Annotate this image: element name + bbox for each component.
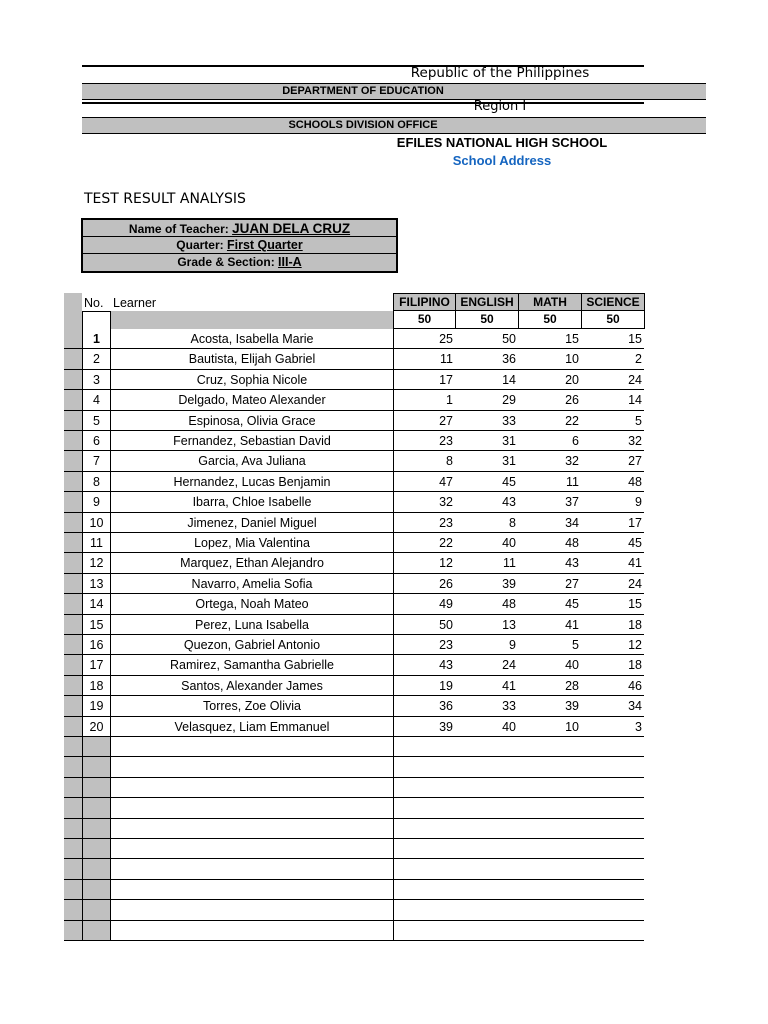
score-english: 43 [455,492,518,512]
learner-name: Ortega, Noah Mateo [110,594,393,614]
score-science: 15 [581,329,644,349]
score-science: 45 [581,533,644,553]
row-gutter [64,349,82,369]
subject-header-math: MATH [518,293,582,311]
row-number [82,900,110,920]
score-math: 37 [518,492,581,512]
score-filipino: 27 [393,411,455,431]
score-science: 18 [581,655,644,675]
learner-name [110,859,393,879]
score-math: 28 [518,676,581,696]
table-row [64,594,644,614]
score-science [581,819,644,839]
score-english: 33 [455,696,518,716]
row-number [82,737,110,757]
score-science: 5 [581,411,644,431]
table-row [64,451,644,471]
score-science: 15 [581,594,644,614]
score-english: 11 [455,553,518,573]
row-number: 19 [82,696,110,716]
score-math: 26 [518,390,581,410]
score-science: 48 [581,472,644,492]
score-filipino: 12 [393,553,455,573]
learner-name [110,900,393,920]
row-number [82,757,110,777]
row-gutter [64,513,82,533]
subject-total-science: 50 [581,311,645,329]
score-math [518,839,581,859]
table-row [64,696,644,716]
row-number: 7 [82,451,110,471]
empty-row [64,859,644,879]
row-number [82,880,110,900]
row-gutter [64,370,82,390]
score-science: 24 [581,574,644,594]
table-row [64,492,644,512]
learner-name: Torres, Zoe Olivia [110,696,393,716]
score-english: 41 [455,676,518,696]
score-science [581,880,644,900]
row-number [82,778,110,798]
score-english: 29 [455,390,518,410]
learner-header: Learner [113,296,157,310]
school-address: School Address [452,153,552,168]
learner-name: Quezon, Gabriel Antonio [110,635,393,655]
score-filipino: 23 [393,431,455,451]
teacher-row [83,220,396,237]
score-english: 24 [455,655,518,675]
table-row [64,431,644,451]
quarter-label: Quarter: [176,238,224,252]
score-filipino [393,798,455,818]
score-english: 48 [455,594,518,614]
score-science: 41 [581,553,644,573]
score-filipino: 17 [393,370,455,390]
score-filipino [393,819,455,839]
score-filipino: 8 [393,451,455,471]
score-filipino [393,839,455,859]
row-number: 14 [82,594,110,614]
score-filipino: 50 [393,615,455,635]
document-title: TEST RESULT ANALYSIS [84,191,246,207]
learner-name: Espinosa, Olivia Grace [110,411,393,431]
subject-header-science: SCIENCE [581,293,645,311]
score-english: 40 [455,533,518,553]
table-row [64,574,644,594]
row-gutter [64,492,82,512]
row-number: 5 [82,411,110,431]
score-math [518,737,581,757]
learner-name [110,880,393,900]
score-filipino: 49 [393,594,455,614]
score-science: 32 [581,431,644,451]
learner-name: Hernandez, Lucas Benjamin [110,472,393,492]
score-english [455,798,518,818]
score-filipino [393,900,455,920]
score-english: 9 [455,635,518,655]
empty-row [64,921,644,941]
row-gutter [64,859,82,879]
score-science: 18 [581,615,644,635]
row-number: 12 [82,553,110,573]
score-math: 10 [518,349,581,369]
row-number: 8 [82,472,110,492]
empty-row [64,880,644,900]
score-filipino: 43 [393,655,455,675]
learner-name [110,819,393,839]
learner-name: Marquez, Ethan Alejandro [110,553,393,573]
division-text: SCHOOLS DIVISION OFFICE [288,119,438,131]
row-number: 9 [82,492,110,512]
row-gutter [64,594,82,614]
learner-name: Velasquez, Liam Emmanuel [110,717,393,737]
score-english: 33 [455,411,518,431]
table-row [64,553,644,573]
score-english [455,859,518,879]
score-filipino [393,921,455,941]
score-science: 2 [581,349,644,369]
row-number: 4 [82,390,110,410]
row-gutter [64,757,82,777]
row-gutter [64,574,82,594]
row-gutter [64,329,82,349]
learner-name: Jimenez, Daniel Miguel [110,513,393,533]
row-number [82,859,110,879]
score-english: 31 [455,451,518,471]
score-science [581,798,644,818]
score-english: 8 [455,513,518,533]
row-gutter [64,311,82,329]
row-gutter [64,655,82,675]
score-science [581,737,644,757]
row-gutter [64,635,82,655]
learner-name: Lopez, Mia Valentina [110,533,393,553]
score-math: 34 [518,513,581,533]
score-science [581,839,644,859]
row-gutter [64,717,82,737]
row-number: 1 [82,329,110,349]
score-science [581,757,644,777]
score-english [455,757,518,777]
row-gutter [64,819,82,839]
score-science [581,900,644,920]
score-english: 40 [455,717,518,737]
table-row [64,411,644,431]
subject-header-english: ENGLISH [455,293,519,311]
empty-row [64,819,644,839]
learner-name [110,757,393,777]
score-science: 46 [581,676,644,696]
score-filipino: 25 [393,329,455,349]
table-row [64,717,644,737]
score-math: 5 [518,635,581,655]
empty-row [64,798,644,818]
table-row [64,533,644,553]
section-value: III-A [278,255,302,269]
learner-name: Ramirez, Samantha Gabrielle [110,655,393,675]
score-math [518,921,581,941]
row-gutter [64,431,82,451]
quarter-row [83,237,396,254]
table-row [64,655,644,675]
score-english [455,778,518,798]
score-filipino [393,880,455,900]
score-math [518,757,581,777]
row-number: 20 [82,717,110,737]
section-label: Grade & Section: [177,255,275,269]
subject-header-filipino: FILIPINO [393,293,456,311]
row-number [82,819,110,839]
learner-name [110,737,393,757]
learner-name [110,778,393,798]
score-english [455,900,518,920]
learner-name: Garcia, Ava Juliana [110,451,393,471]
score-filipino: 39 [393,717,455,737]
learner-name: Fernandez, Sebastian David [110,431,393,451]
learner-name [110,839,393,859]
score-science [581,859,644,879]
empty-row [64,757,644,777]
row-gutter [64,798,82,818]
teacher-label: Name of Teacher: [128,222,229,236]
learner-name: Perez, Luna Isabella [110,615,393,635]
score-filipino [393,859,455,879]
score-filipino: 23 [393,635,455,655]
row-gutter [64,921,82,941]
learner-name [110,798,393,818]
score-math [518,859,581,879]
score-science [581,921,644,941]
quarter-value: First Quarter [226,238,303,252]
score-math [518,778,581,798]
row-gutter [64,472,82,492]
row-gutter [64,737,82,757]
score-english [455,921,518,941]
learner-name: Acosta, Isabella Marie [110,329,393,349]
table-row [64,513,644,533]
empty-row [64,900,644,920]
score-english: 36 [455,349,518,369]
score-math: 15 [518,329,581,349]
row-number: 18 [82,676,110,696]
score-english: 50 [455,329,518,349]
row-number [82,798,110,818]
score-math: 22 [518,411,581,431]
learner-subheader-bar [110,311,393,329]
score-science: 24 [581,370,644,390]
table-row [64,349,644,369]
department-text: DEPARTMENT OF EDUCATION [282,85,444,97]
score-math: 40 [518,655,581,675]
row-number: 16 [82,635,110,655]
row-gutter [64,778,82,798]
teacher-name: JUAN DELA CRUZ [232,221,351,236]
row-number [82,921,110,941]
row-number: 17 [82,655,110,675]
score-math: 39 [518,696,581,716]
row-number: 10 [82,513,110,533]
school-name: EFILES NATIONAL HIGH SCHOOL [396,135,608,150]
table-row [64,390,644,410]
score-filipino [393,778,455,798]
row-number: 3 [82,370,110,390]
score-math [518,900,581,920]
score-english [455,737,518,757]
subject-total-filipino: 50 [393,311,456,329]
score-math [518,798,581,818]
row-gutter [64,553,82,573]
learner-name: Santos, Alexander James [110,676,393,696]
row-number: 15 [82,615,110,635]
row-gutter [64,900,82,920]
row-number: 13 [82,574,110,594]
score-math: 48 [518,533,581,553]
score-english: 13 [455,615,518,635]
score-filipino: 19 [393,676,455,696]
score-filipino: 36 [393,696,455,716]
score-filipino [393,757,455,777]
row-number: 2 [82,349,110,369]
score-filipino: 1 [393,390,455,410]
score-science: 17 [581,513,644,533]
score-english [455,819,518,839]
learner-name: Cruz, Sophia Nicole [110,370,393,390]
table-row [64,635,644,655]
score-filipino: 26 [393,574,455,594]
table-row [64,676,644,696]
score-math: 6 [518,431,581,451]
subject-total-math: 50 [518,311,582,329]
score-math: 41 [518,615,581,635]
row-number [82,839,110,859]
subject-total-english: 50 [455,311,519,329]
score-math: 32 [518,451,581,471]
score-math: 45 [518,594,581,614]
score-english [455,839,518,859]
row-gutter [64,676,82,696]
no-subheader-cell [82,311,110,329]
score-science: 12 [581,635,644,655]
score-math: 27 [518,574,581,594]
score-science [581,778,644,798]
row-gutter [64,880,82,900]
score-english: 39 [455,574,518,594]
score-english: 31 [455,431,518,451]
score-filipino: 11 [393,349,455,369]
score-math: 11 [518,472,581,492]
score-math [518,819,581,839]
score-filipino [393,737,455,757]
table-row [64,472,644,492]
score-english [455,880,518,900]
score-filipino: 47 [393,472,455,492]
empty-row [64,839,644,859]
learner-name: Navarro, Amelia Sofia [110,574,393,594]
row-gutter [64,533,82,553]
table-row [64,615,644,635]
row-gutter [64,615,82,635]
learner-name [110,921,393,941]
score-math: 10 [518,717,581,737]
row-number: 11 [82,533,110,553]
empty-row [64,778,644,798]
score-science: 27 [581,451,644,471]
teacher-info-box [81,218,398,273]
score-filipino: 22 [393,533,455,553]
no-header: No. [84,296,104,310]
learner-name: Delgado, Mateo Alexander [110,390,393,410]
score-science: 3 [581,717,644,737]
score-filipino: 32 [393,492,455,512]
region-text: Region I [473,99,527,114]
row-gutter [64,451,82,471]
section-row [83,254,396,271]
row-gutter [64,390,82,410]
row-number: 6 [82,431,110,451]
row-gutter [64,696,82,716]
score-math: 20 [518,370,581,390]
score-english: 45 [455,472,518,492]
row-gutter [64,411,82,431]
score-english: 14 [455,370,518,390]
score-science: 9 [581,492,644,512]
learner-name: Ibarra, Chloe Isabelle [110,492,393,512]
empty-row [64,737,644,757]
score-math: 43 [518,553,581,573]
score-math [518,880,581,900]
republic-text: Republic of the Philippines [410,65,590,81]
score-science: 34 [581,696,644,716]
learner-name: Bautista, Elijah Gabriel [110,349,393,369]
table-row [64,370,644,390]
score-science: 14 [581,390,644,410]
table-row [64,329,644,349]
score-filipino: 23 [393,513,455,533]
row-gutter [64,839,82,859]
